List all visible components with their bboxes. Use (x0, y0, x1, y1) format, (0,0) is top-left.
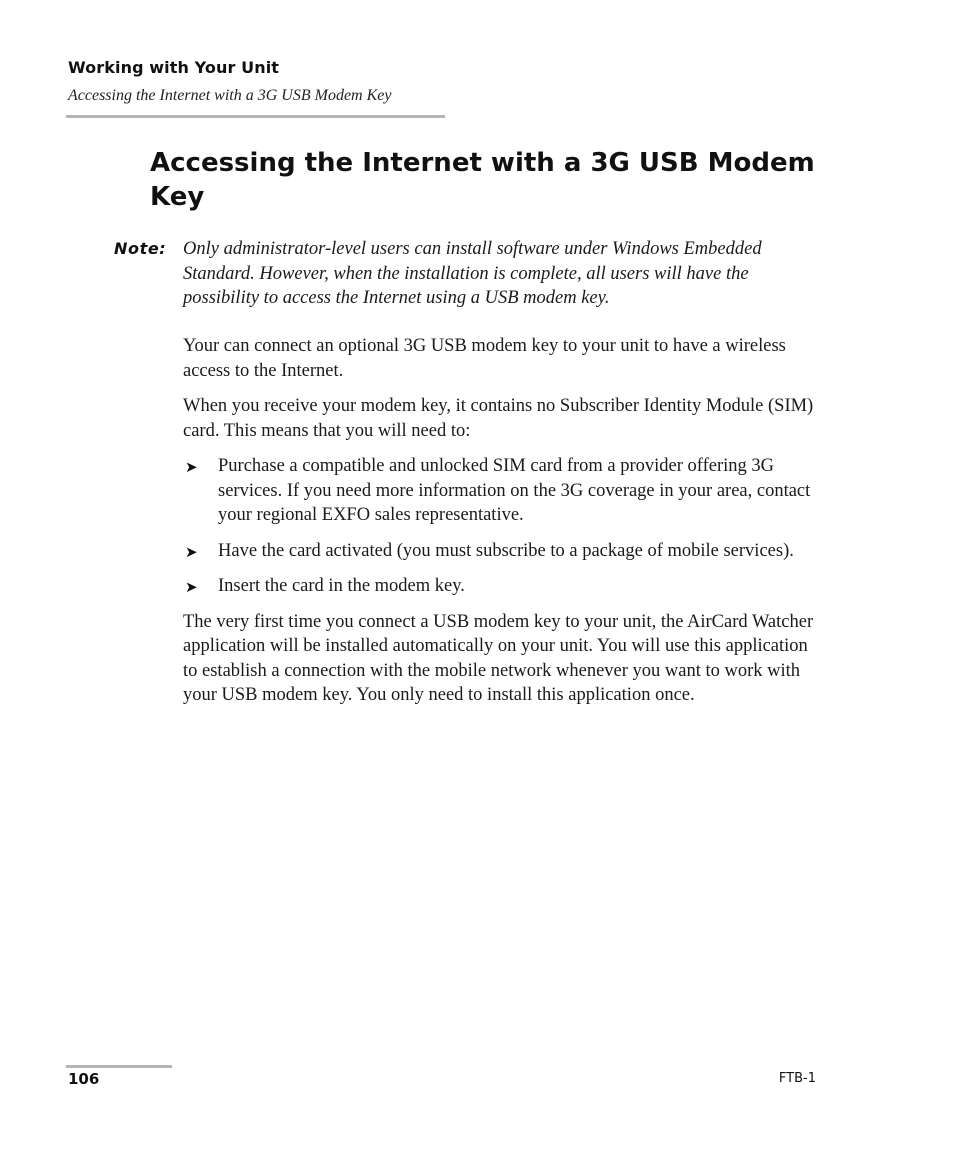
sim-paragraph: When you receive your modem key, it contains no Subscriber Identity Module (SIM) card. This means that you will need to: (183, 396, 814, 441)
list-item (183, 539, 823, 564)
list-item-text: Purchase a compatible and unlocked SIM card from a provider offering 3G services. If you need more information on the 3G coverage in your area, contact your regional EXFO sales representative. (218, 456, 811, 525)
product-name: FTB-1 (778, 1071, 816, 1086)
steps-list (183, 454, 823, 599)
arrow-bullet-icon: ➤ (185, 542, 198, 561)
list-item-text: Have the card activated (you must subscribe to a package of mobile services). (218, 540, 794, 561)
page-number: 106 (68, 1070, 100, 1088)
list-item-text: Insert the card in the modem key. (218, 576, 465, 596)
list-item (183, 454, 823, 528)
arrow-bullet-icon: ➤ (185, 578, 198, 596)
note-text: Only administrator-level users can install software under Windows Embedded Standard. However, when the installation is complete, all users will have the possibility to access the Internet using a USB modem key. (183, 239, 762, 308)
note-label: Note: (114, 239, 167, 258)
aircard-paragraph: The very first time you connect a USB modem key to your unit, the AirCard Watcher application will be installed automatically on your unit. You will use this application to establish a connection with the mobile network whenever you want to work with your USB modem key. You only need to install this application once. (183, 611, 814, 705)
intro-paragraph: Your can connect an optional 3G USB modem key to your unit to have a wireless access to the Internet. (183, 336, 786, 381)
running-header-section: Accessing the Internet with a 3G USB Modem Key (68, 87, 392, 104)
list-item (183, 574, 823, 599)
body-content (183, 334, 823, 719)
page-title: Accessing the Internet with a 3G USB Modem Key (150, 148, 815, 212)
footer-divider (66, 1065, 172, 1068)
running-header-chapter: Working with Your Unit (68, 58, 280, 77)
header-divider (66, 115, 445, 118)
arrow-bullet-icon: ➤ (185, 458, 198, 476)
